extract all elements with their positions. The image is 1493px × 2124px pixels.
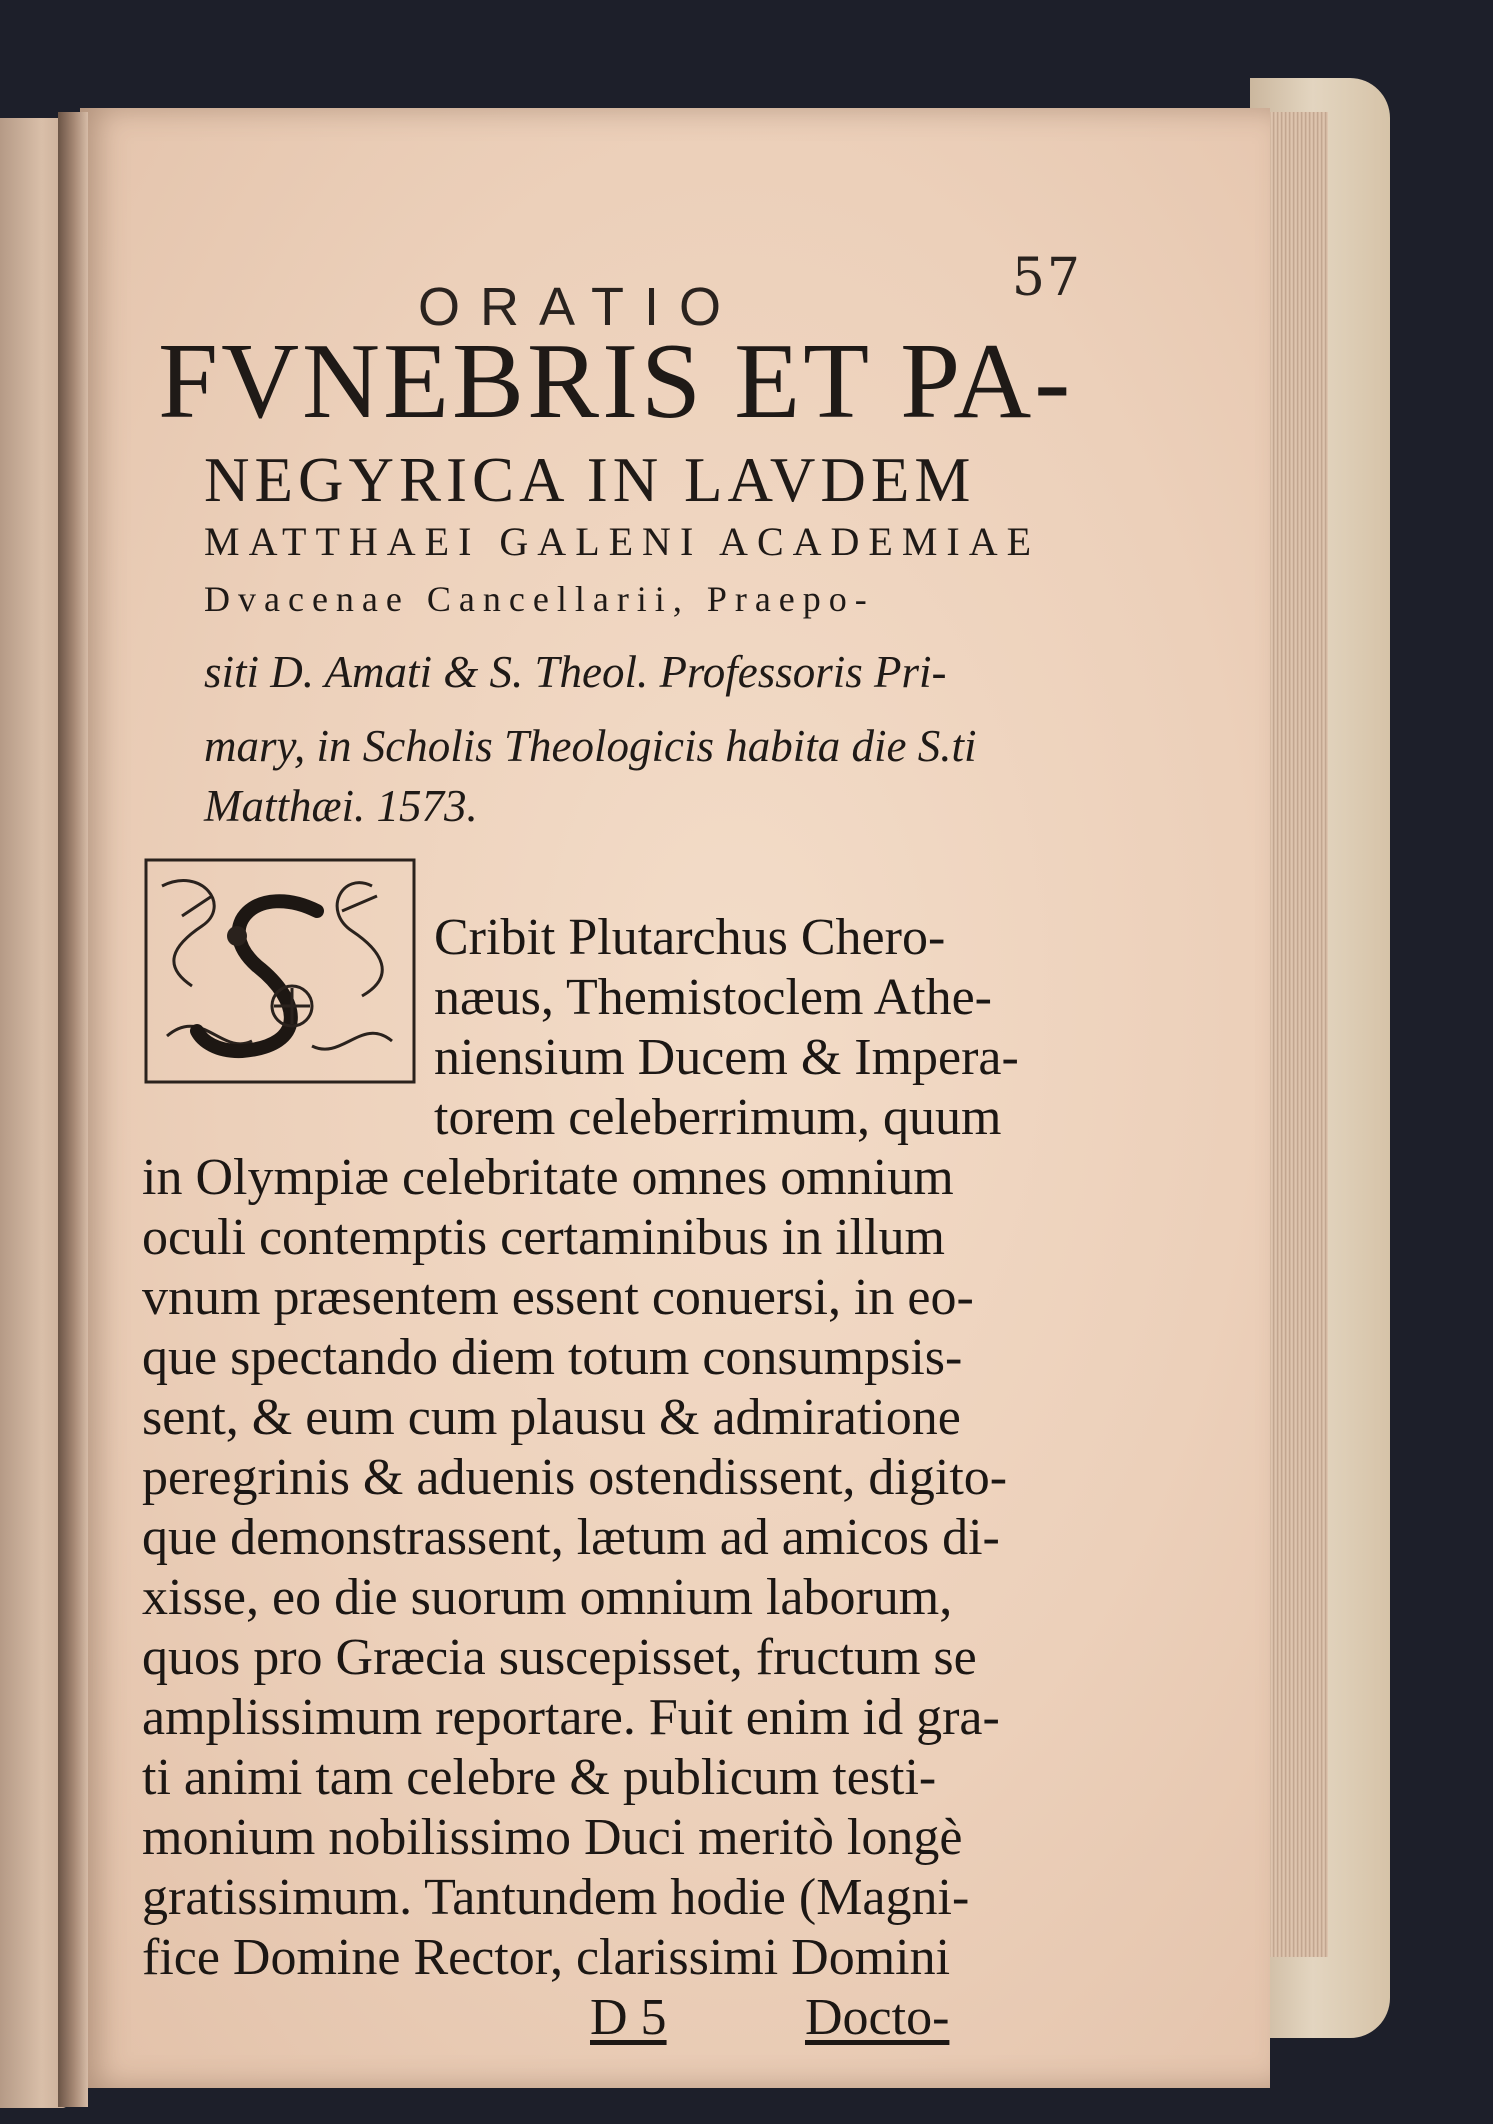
body-line-5: in Olympiæ celebritate omnes omnium [142, 1149, 954, 1206]
body-line-8: que spectando diem totum consumpsis- [142, 1329, 963, 1386]
body-line-9: sent, & eum cum plausu & admiratione [142, 1389, 961, 1446]
body-line-1: Cribit Plutarchus Chero- [434, 909, 946, 966]
body-line-4: torem celeberrimum, quum [434, 1089, 1002, 1146]
heading-title-line: FVNEBRIS ET PA- [158, 322, 1074, 441]
heading-name-line: MATTHAEI GALENI ACADEMIAE [204, 519, 1041, 564]
signature-mark: D 5 [590, 1989, 667, 2046]
decorated-initial-s [142, 856, 418, 1086]
page-number: 57 [1011, 248, 1082, 308]
heading-italic-line-1: siti D. Amati & S. Theol. Professoris Pri- [204, 647, 947, 697]
body-line-15: ti animi tam celebre & publicum testi- [142, 1749, 937, 1806]
catchword: Docto- [805, 1989, 950, 2046]
body-line-16: monium nobilissimo Duci meritò longè [142, 1809, 963, 1866]
body-line-11: que demonstrassent, lætum ad amicos di- [142, 1509, 1000, 1566]
body-line-14: amplissimum reportare. Fuit enim id gra- [142, 1689, 1000, 1746]
heading-italic-line-2: mary, in Scholis Theologicis habita die S.ti [204, 721, 977, 771]
heading-oratio: ORATIO [418, 277, 742, 337]
heading-subtitle-line: NEGYRICA IN LAVDEM [204, 445, 976, 515]
body-line-7: vnum præsentem essent conuersi, in eo- [142, 1269, 974, 1326]
body-line-17: gratissimum. Tantundem hodie (Magni- [142, 1869, 970, 1926]
body-line-13: quos pro Græcia suscepisset, fructum se [142, 1629, 977, 1686]
body-line-12: xisse, eo die suorum omnium laborum, [142, 1569, 953, 1626]
body-line-18: fice Domine Rector, clarissimi Domini [142, 1929, 951, 1986]
book-page [80, 108, 1270, 2088]
body-line-6: oculi contemptis certaminibus in illum [142, 1209, 945, 1266]
body-line-2: næus, Themistoclem Athe- [434, 969, 992, 1026]
body-line-10: peregrinis & aduenis ostendissent, digito- [142, 1449, 1008, 1506]
heading-office-line: Dvacenae Cancellarii, Praepo- [204, 579, 875, 619]
book-gutter [58, 112, 88, 2107]
heading-date-line: Matthæi. 1573. [204, 781, 478, 831]
body-line-3: niensium Ducem & Impera- [434, 1029, 1019, 1086]
